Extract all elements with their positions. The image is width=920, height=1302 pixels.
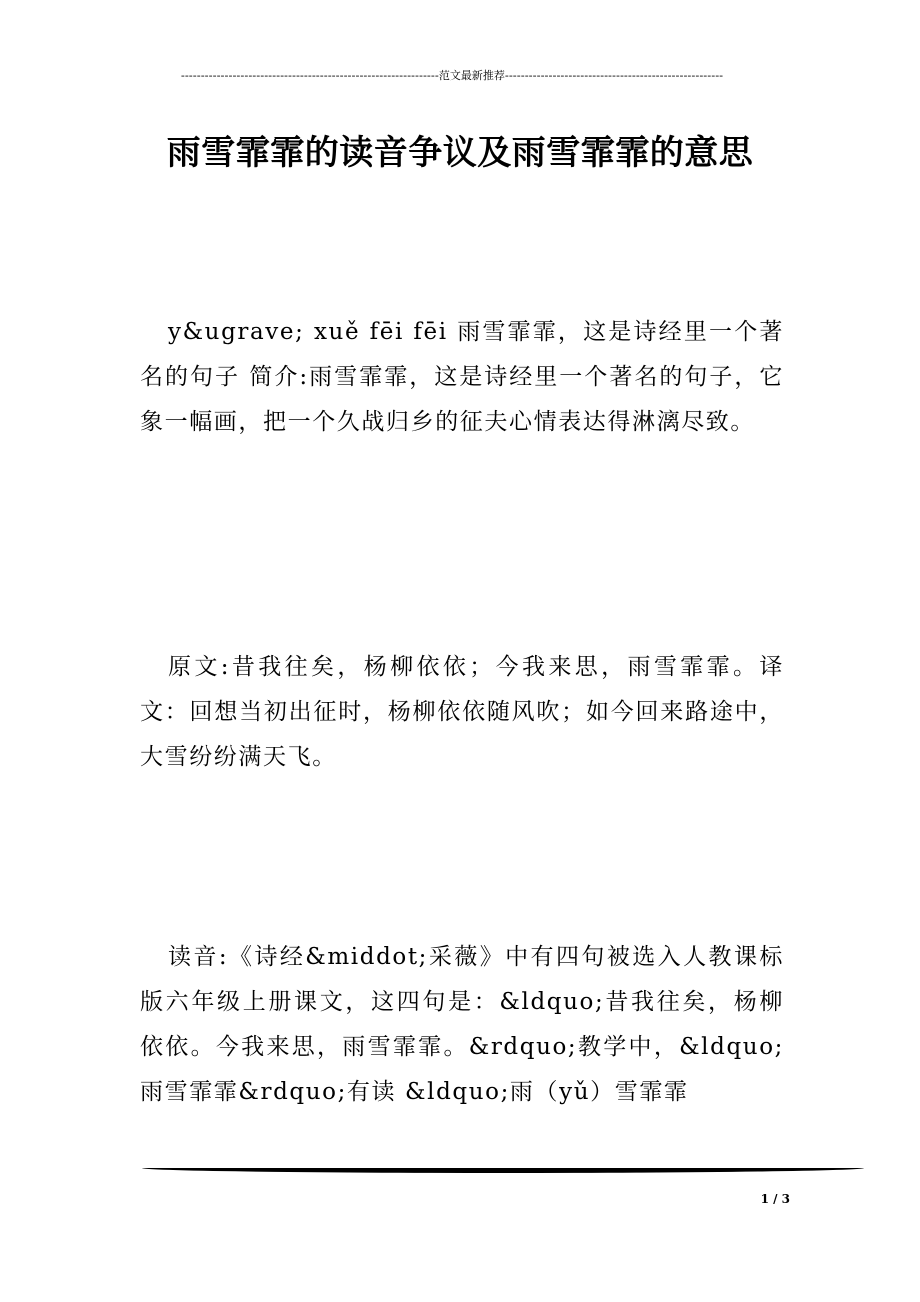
document-title: 雨雪霏霏的读音争议及雨雪霏霏的意思 xyxy=(166,133,754,173)
paragraph-original-text: 原文:昔我往矣，杨柳依依；今我来思，雨雪霏霏。译文：回想当初出征时，杨柳依依随风吹；如今回来路途中，大雪纷纷满天飞。 xyxy=(140,654,784,770)
footer-divider xyxy=(142,1168,864,1173)
paragraph-pronunciation: 读音:《诗经&middot;采薇》中有四句被选入人教课标版六年级上册课文，这四句是：&ldquo;昔我往矣，杨柳依依。今我来思，雨雪霏霏。&rdquo;教学中，&ldquo;雨雪霏霏&rdquo;有读 &ldquo;雨（yǔ）雪霏霏 xyxy=(140,944,784,1105)
page-number: 1 / 3 xyxy=(760,1192,790,1206)
page-header: -----------------------------------------------------------------范文最新推荐------------------------------------------------------- xyxy=(180,69,724,82)
paragraph-intro: y&ugrave; xuě fēi fēi 雨雪霏霏，这是诗经里一个著名的句子 简介:雨雪霏霏，这是诗经里一个著名的句子，它象一幅画，把一个久战归乡的征夫心情表达得淋漓尽致。 xyxy=(140,319,784,435)
